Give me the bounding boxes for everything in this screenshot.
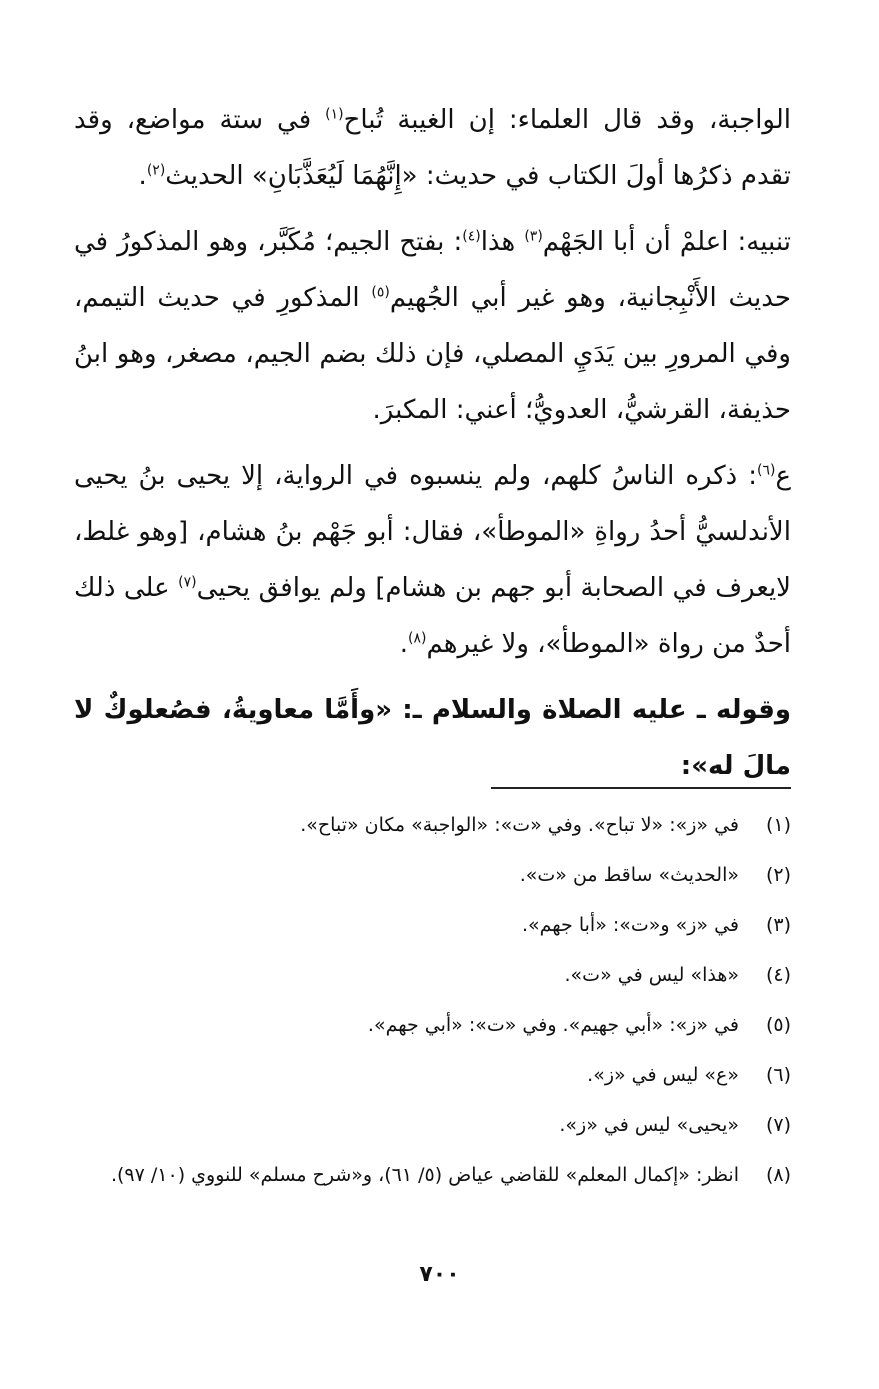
paragraph-ghiba xyxy=(74,92,791,204)
footnote-text: «يحيى» ليس في «ز». xyxy=(559,1114,739,1136)
text-span: . xyxy=(138,161,147,191)
paragraph-ayn xyxy=(74,448,791,672)
footnote-ref-2[interactable]: (٢) xyxy=(146,162,166,179)
footnote-ref-1[interactable]: (١) xyxy=(325,106,344,123)
text-span: : بفتح الجيم؛ مُكَبَّر، وهو المذكورُ في حديث الأَنْبِجانية، وهو غير أبي الجُهيم xyxy=(74,227,791,313)
text-span: . xyxy=(399,629,408,659)
paragraph-hadith-heading: وقوله ـ عليه الصلاة والسلام ـ: «وأَمَّا معاويةُ، فصُعلوكٌ لا مالَ له»: xyxy=(74,695,791,781)
footnote-ref-4[interactable]: (٤) xyxy=(462,228,481,245)
footnote-number: (٨) xyxy=(765,1164,791,1186)
footnote-number: (٣) xyxy=(765,914,791,936)
text-span: الواجبة، وقد قال العلماء: إن الغيبة تُباح xyxy=(343,105,791,135)
footnote-text: في «ز»: «أبي جهيم». وفي «ت»: «أبي جهم». xyxy=(367,1014,739,1036)
footnotes-section xyxy=(74,800,791,1200)
footnote-ref-5[interactable]: (٥) xyxy=(371,284,390,301)
footnote-text: انظر: «إكمال المعلم» للقاضي عياض (٥/ ٦١)، و«شرح مسلم» للنووي (١٠/ ٩٧). xyxy=(110,1164,739,1186)
footnote-item xyxy=(74,1150,791,1200)
footnote-number: (١) xyxy=(765,814,791,836)
text-span: ع xyxy=(775,461,791,491)
footnote-number: (٢) xyxy=(765,864,791,886)
footnote-number: (٤) xyxy=(765,964,791,986)
footnote-number: (٥) xyxy=(765,1014,791,1036)
footnote-text: «هذا» ليس في «ت». xyxy=(564,964,739,986)
footnote-item xyxy=(74,850,791,900)
page-number: ٧٠٠ xyxy=(419,1262,460,1287)
footnote-item xyxy=(74,950,791,1000)
footnote-ref-8[interactable]: (٨) xyxy=(407,630,427,647)
footnote-item xyxy=(74,900,791,950)
text-span: : ذكره الناسُ كلهم، ولم ينسبوه في الرواية، إلا يحيى بنُ يحيى الأندلسيُّ أحدُ رواةِ «الموطأ»، فقال: أبو جَهْم بنُ هشام، [وهو غلط، لايعرف في الصحابة أبو جهم بن هشام] ولم يوافق يحيى xyxy=(74,461,792,603)
text-span: هذا xyxy=(480,227,525,257)
footnote-divider xyxy=(491,787,791,789)
footnote-text: في «ز» و«ت»: «أبا جهم». xyxy=(521,914,739,936)
paragraph-tanbih xyxy=(74,214,791,438)
footnote-text: في «ز»: «لا تباح». وفي «ت»: «الواجبة» مكان «تباح». xyxy=(300,814,739,836)
footnote-text: «ع» ليس في «ز». xyxy=(587,1064,739,1086)
footnote-ref-3[interactable]: (٣) xyxy=(524,228,543,245)
footnote-item xyxy=(74,1050,791,1100)
main-text xyxy=(74,92,791,804)
footnote-ref-7[interactable]: (٧) xyxy=(178,574,197,591)
text-span: المذكورِ في حديث التيمم، وفي المرورِ بين يَدَيِ المصلي، فإن ذلك بضم الجيم، مصغر، وهو ابنُ حذيفة، القرشيُّ، العدويُّ؛ أعني: المكبرَ. xyxy=(74,283,791,425)
footnote-text: «الحديث» ساقط من «ت». xyxy=(519,864,739,886)
footnote-number: (٦) xyxy=(765,1064,791,1086)
footnote-item xyxy=(74,1000,791,1050)
text-span: على ذلك أحدٌ من رواة «الموطأ»، ولا غيرهم xyxy=(74,573,791,659)
text-span: تنبيه: اعلمْ أن أبا الجَهْم xyxy=(542,227,791,257)
footnote-number: (٧) xyxy=(765,1114,791,1136)
footnote-item xyxy=(74,800,791,850)
footnote-ref-6[interactable]: (٦) xyxy=(757,462,776,479)
text-span: في ستة مواضع، وقد تقدم ذكرُها أولَ الكتاب في حديث: «إِنَّهُمَا لَيُعَذَّبَانِ» الحديث xyxy=(74,105,791,191)
footnote-item xyxy=(74,1100,791,1150)
